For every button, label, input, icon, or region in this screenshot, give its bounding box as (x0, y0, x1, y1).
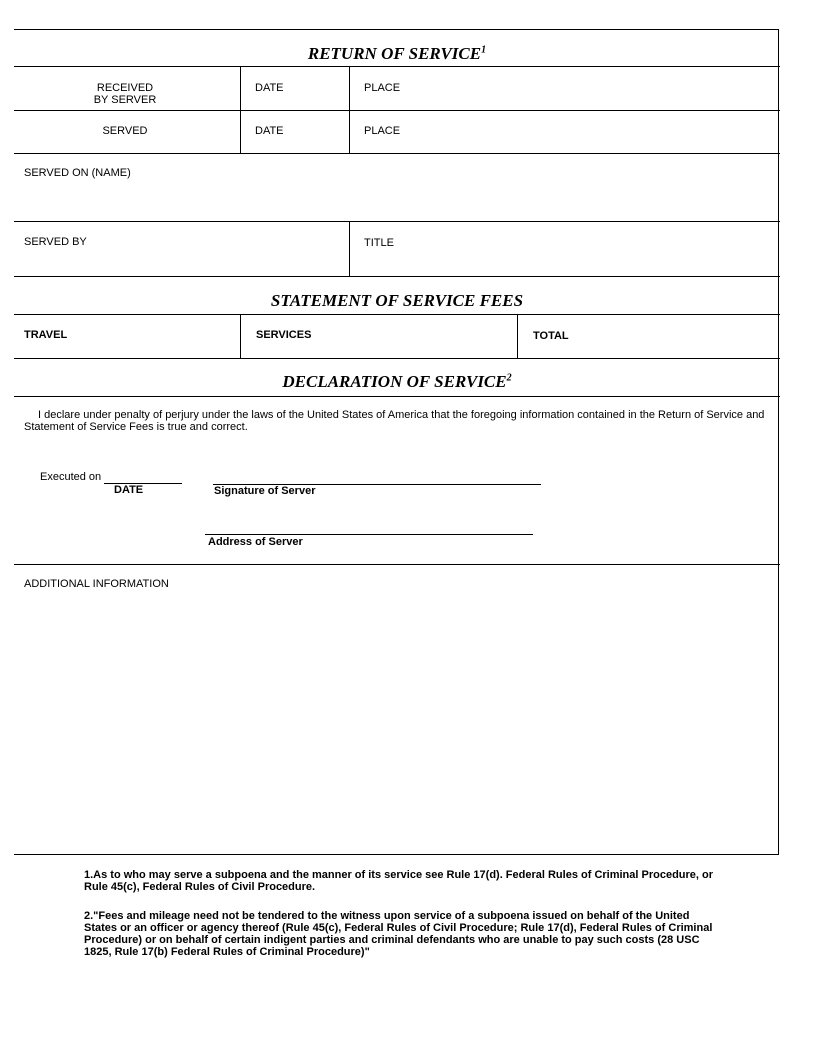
additional-information-label: ADDITIONAL INFORMATION (24, 578, 169, 590)
travel-label: TRAVEL (24, 329, 68, 341)
address-of-server-caption: Address of Server (208, 536, 303, 548)
served-on-name-label: SERVED ON (NAME) (24, 167, 131, 179)
service-fees-title: STATEMENT OF SERVICE FEES (270, 291, 524, 310)
served-place-label: PLACE (364, 125, 401, 137)
divider (14, 221, 780, 222)
received-by-server-label: RECEIVED BY SERVER (93, 82, 157, 106)
served-by-label: SERVED BY (24, 236, 87, 248)
footnote-2: 2."Fees and mileage need not be tendered to the witness upon service of a subpoena issued on behalf of the United States or an officer or agency thereof (Rule 45(c), Federal Rules of Civil Procedure; Rule 17(d), Federal Rules of Criminal Procedure) or on behalf of certain indigent parties and criminal defendants who are unable to pay such costs (28 USC 1825, Rule 17(b) Federal Rules of Criminal Procedure)" (84, 910, 713, 958)
services-label: SERVICES (256, 329, 312, 341)
declaration-of-service-title (14, 372, 780, 392)
executed-on-label: Executed on (40, 471, 102, 483)
divider (240, 314, 241, 358)
received-date-label: DATE (255, 82, 284, 94)
divider (349, 221, 350, 276)
divider (14, 564, 780, 565)
title-label: TITLE (364, 237, 394, 249)
divider (517, 314, 518, 358)
total-label: TOTAL (533, 330, 569, 342)
divider (14, 276, 780, 277)
divider (14, 153, 780, 154)
footnote-1: 1.As to who may serve a subpoena and the manner of its service see Rule 17(d). Federal Rules of Criminal Procedure, or Rule 45(c), Federal Rules of Civil Procedure. (84, 869, 714, 893)
divider (349, 66, 350, 153)
divider (14, 358, 780, 359)
divider (14, 396, 780, 397)
date-caption: DATE (114, 484, 144, 496)
served-date-label: DATE (255, 125, 284, 137)
signature-of-server-caption: Signature of Server (214, 485, 316, 497)
served-label: SERVED (102, 125, 148, 137)
divider (14, 110, 780, 111)
divider (240, 66, 241, 153)
divider (14, 66, 780, 67)
declaration-footnote-mark: 2 (506, 372, 512, 384)
declaration-text: I declare under penalty of perjury under the laws of the United States of America that the foregoing information contained in the Return of Service and Statement of Service Fees is true and correct. (24, 409, 765, 433)
return-of-service-title-text: RETURN OF SERVICE (307, 44, 482, 63)
received-place-label: PLACE (364, 82, 401, 94)
server-address-line[interactable] (205, 534, 533, 535)
return-of-service-footnote-mark: 1 (481, 44, 487, 56)
return-of-service-title (14, 44, 780, 64)
declaration-title-text: DECLARATION OF SERVICE (282, 372, 507, 391)
divider (14, 314, 780, 315)
